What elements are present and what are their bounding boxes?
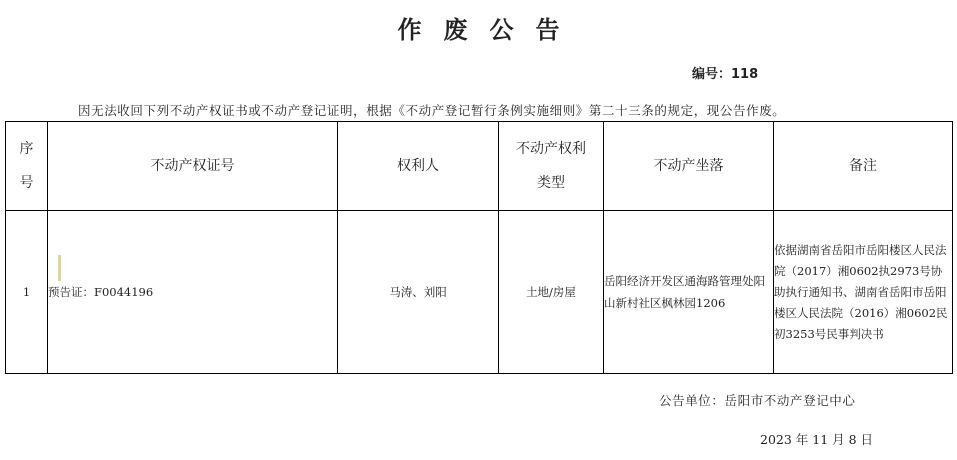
header-type: 不动产权利 类型 — [499, 122, 604, 211]
cell-cert — [48, 211, 338, 374]
cell-location: 岳阳经济开发区通海路管理处阳山新村社区枫林园1206 — [604, 211, 774, 374]
header-seq: 序 号 — [6, 122, 48, 211]
cell-type: 土地/房屋 — [499, 211, 604, 374]
header-cert: 不动产权证号 — [48, 122, 338, 211]
notice-intro: 因无法收回下列不动产权证书或不动产登记证明，根据《不动产登记暂行条例实施细则》第二十三条的规定，现公告作废。 — [78, 103, 786, 118]
cell-note: 依据湖南省岳阳市岳阳楼区人民法院（2017）湘0602执2973号协助执行通知书、湖南省岳阳市岳阳楼区人民法院（2016）湘0602民初3253号民事判决书 — [774, 211, 953, 374]
notice-number-value: 118 — [731, 67, 759, 82]
issue-date: 2023 年 11 月 8 日 — [760, 432, 874, 447]
table-row — [6, 211, 953, 374]
highlight-mark — [58, 255, 61, 281]
notice-number-label: 编号： — [692, 67, 732, 82]
table-header-row — [6, 122, 953, 211]
notice-title: 作废公告 — [397, 16, 582, 44]
void-certificate-table — [5, 121, 953, 374]
header-note: 备注 — [774, 122, 953, 211]
cell-cert-text: 预告证：F0044196 — [48, 285, 154, 299]
issuing-unit: 公告单位：岳阳市不动产登记中心 — [659, 393, 856, 408]
header-location: 不动产坐落 — [604, 122, 774, 211]
cell-seq: 1 — [6, 211, 48, 374]
cell-holder: 马涛、刘阳 — [338, 211, 499, 374]
header-holder: 权利人 — [338, 122, 499, 211]
notice-number — [692, 63, 758, 82]
